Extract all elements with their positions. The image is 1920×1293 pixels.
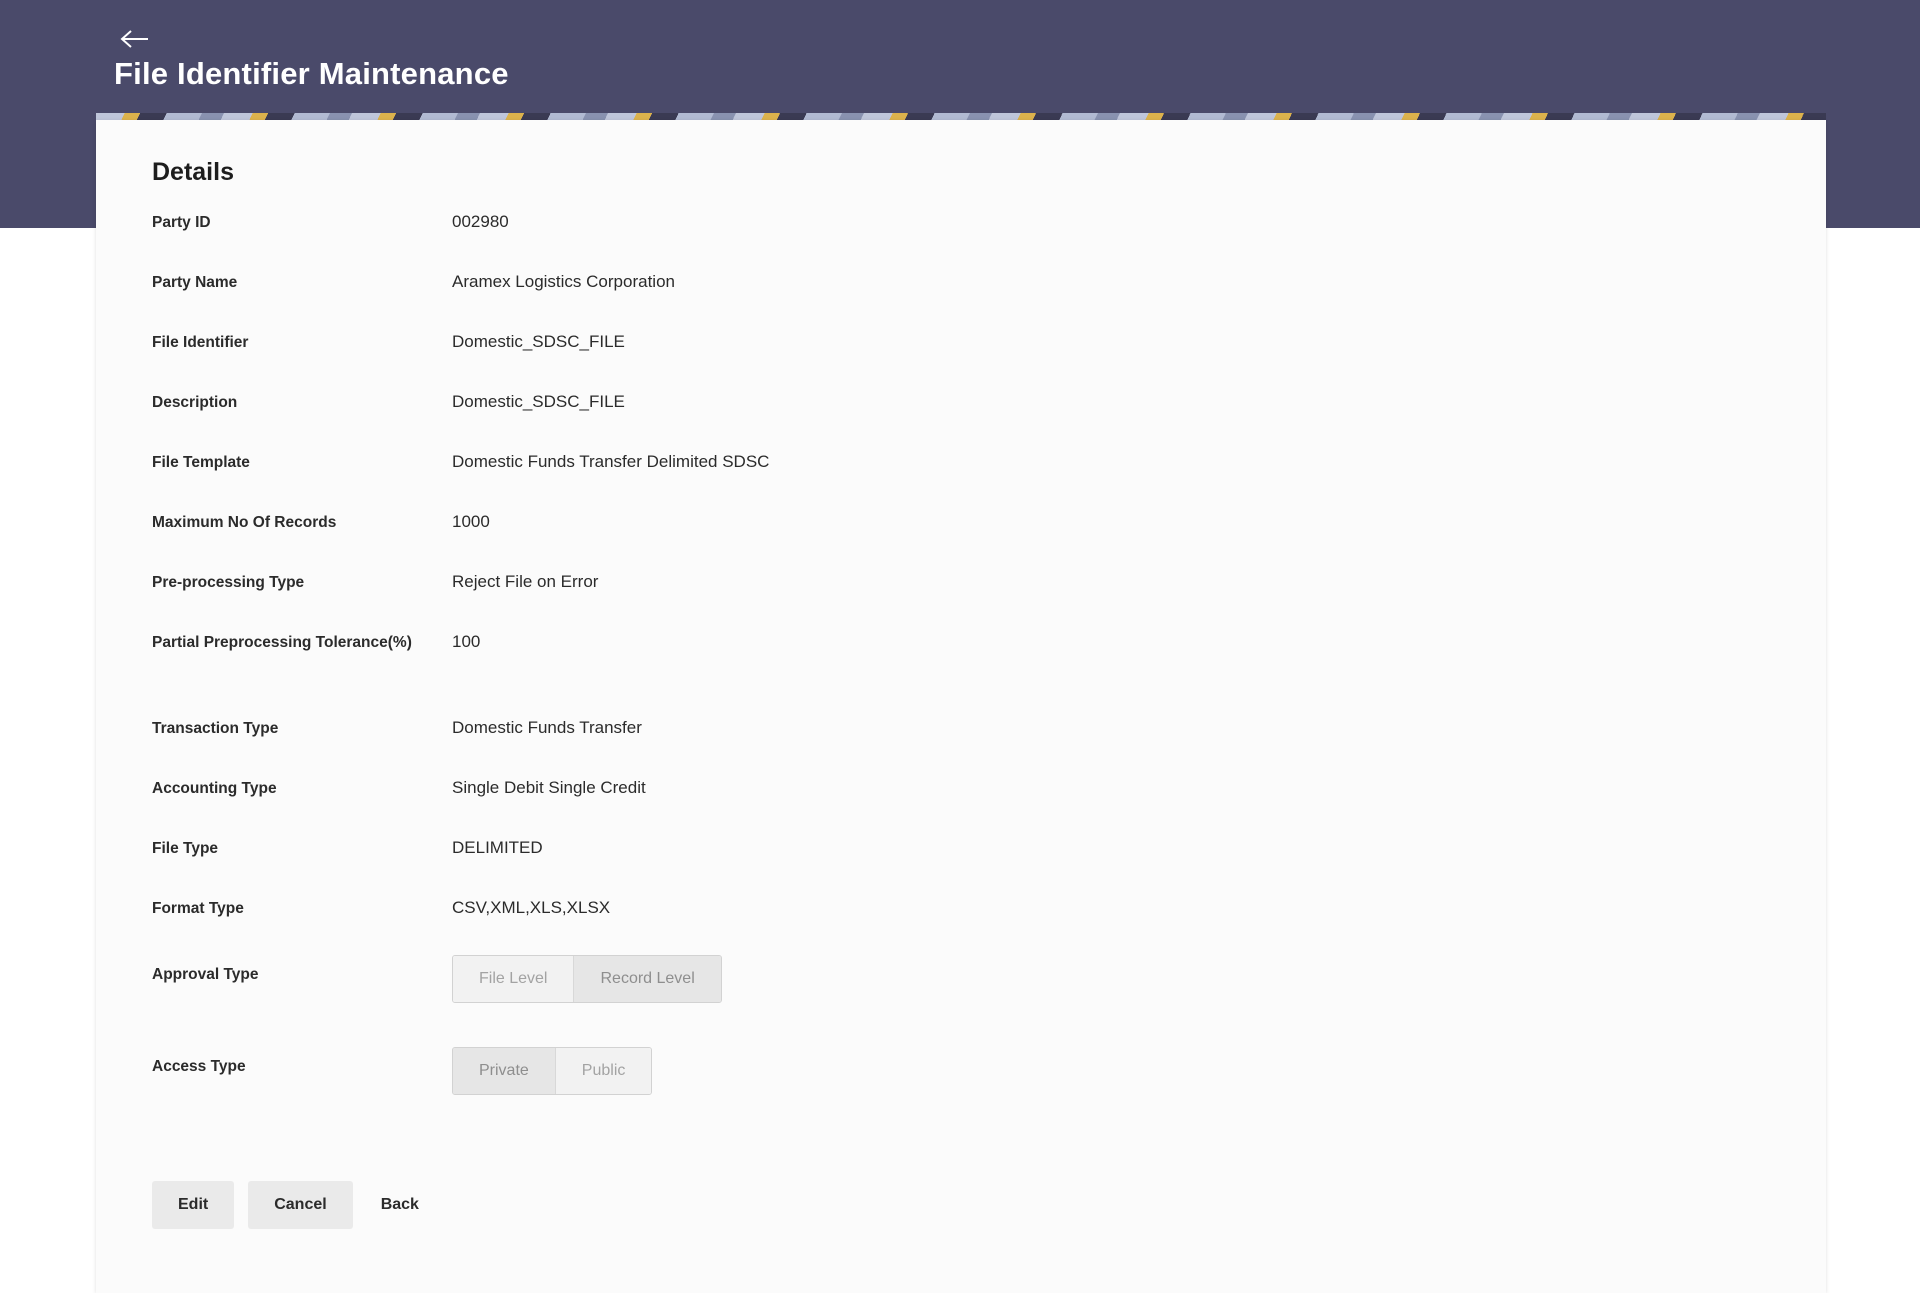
field-value: Reject File on Error xyxy=(452,572,599,591)
approval-type-option-record-level[interactable]: Record Level xyxy=(573,956,720,1002)
field-file-identifier xyxy=(152,329,1826,389)
field-label: Transaction Type xyxy=(152,720,279,737)
field-value: Aramex Logistics Corporation xyxy=(452,272,675,291)
cancel-button[interactable]: Cancel xyxy=(248,1181,352,1229)
field-value: CSV,XML,XLS,XLSX xyxy=(452,898,611,917)
field-value: 002980 xyxy=(452,212,509,231)
page-title: File Identifier Maintenance xyxy=(114,56,509,91)
field-value: 100 xyxy=(452,632,481,651)
access-type-option-public[interactable]: Public xyxy=(555,1048,652,1094)
field-maximum-no-of-records xyxy=(152,509,1826,569)
field-label: Approval Type xyxy=(152,966,259,983)
edit-button[interactable]: Edit xyxy=(152,1181,234,1229)
field-value: Domestic_SDSC_FILE xyxy=(452,332,625,351)
field-description xyxy=(152,389,1826,449)
section-divider-space xyxy=(152,689,1826,715)
field-value: Domestic Funds Transfer Delimited SDSC xyxy=(452,452,770,471)
field-label: Access Type xyxy=(152,1058,246,1075)
field-access-type xyxy=(152,1047,1826,1139)
approval-type-option-file-level[interactable]: File Level xyxy=(453,956,573,1002)
field-value: Domestic_SDSC_FILE xyxy=(452,392,625,411)
field-label: Description xyxy=(152,394,238,411)
back-arrow-icon[interactable] xyxy=(112,18,158,60)
field-label: Maximum No Of Records xyxy=(152,514,337,531)
field-party-name xyxy=(152,269,1826,329)
field-label: Pre-processing Type xyxy=(152,574,305,591)
approval-type-segmented-control[interactable] xyxy=(452,955,722,1003)
field-partial-preprocessing-tolerance xyxy=(152,629,1826,689)
details-card xyxy=(96,120,1826,1293)
field-label: Accounting Type xyxy=(152,780,277,797)
back-button[interactable]: Back xyxy=(367,1181,433,1229)
action-buttons xyxy=(152,1181,1826,1289)
field-pre-processing-type xyxy=(152,569,1826,629)
field-approval-type xyxy=(152,955,1826,1047)
field-label: Format Type xyxy=(152,900,244,917)
field-accounting-type xyxy=(152,775,1826,835)
access-type-option-private[interactable]: Private xyxy=(453,1048,555,1094)
field-label: File Type xyxy=(152,840,219,857)
section-title: Details xyxy=(152,158,234,186)
field-file-template xyxy=(152,449,1826,509)
field-value: DELIMITED xyxy=(452,838,543,857)
field-label: Party ID xyxy=(152,214,211,231)
field-format-type xyxy=(152,895,1826,955)
field-file-type xyxy=(152,835,1826,895)
field-label: File Template xyxy=(152,454,250,471)
field-value: 1000 xyxy=(452,512,490,531)
access-type-segmented-control[interactable] xyxy=(452,1047,652,1095)
field-value: Domestic Funds Transfer xyxy=(452,718,642,737)
details-form xyxy=(96,209,1826,1289)
field-transaction-type xyxy=(152,715,1826,775)
field-label: Party Name xyxy=(152,274,238,291)
field-party-id xyxy=(152,209,1826,269)
field-label: Partial Preprocessing Tolerance(%) xyxy=(152,634,412,651)
field-label: File Identifier xyxy=(152,334,249,351)
field-value: Single Debit Single Credit xyxy=(452,778,646,797)
